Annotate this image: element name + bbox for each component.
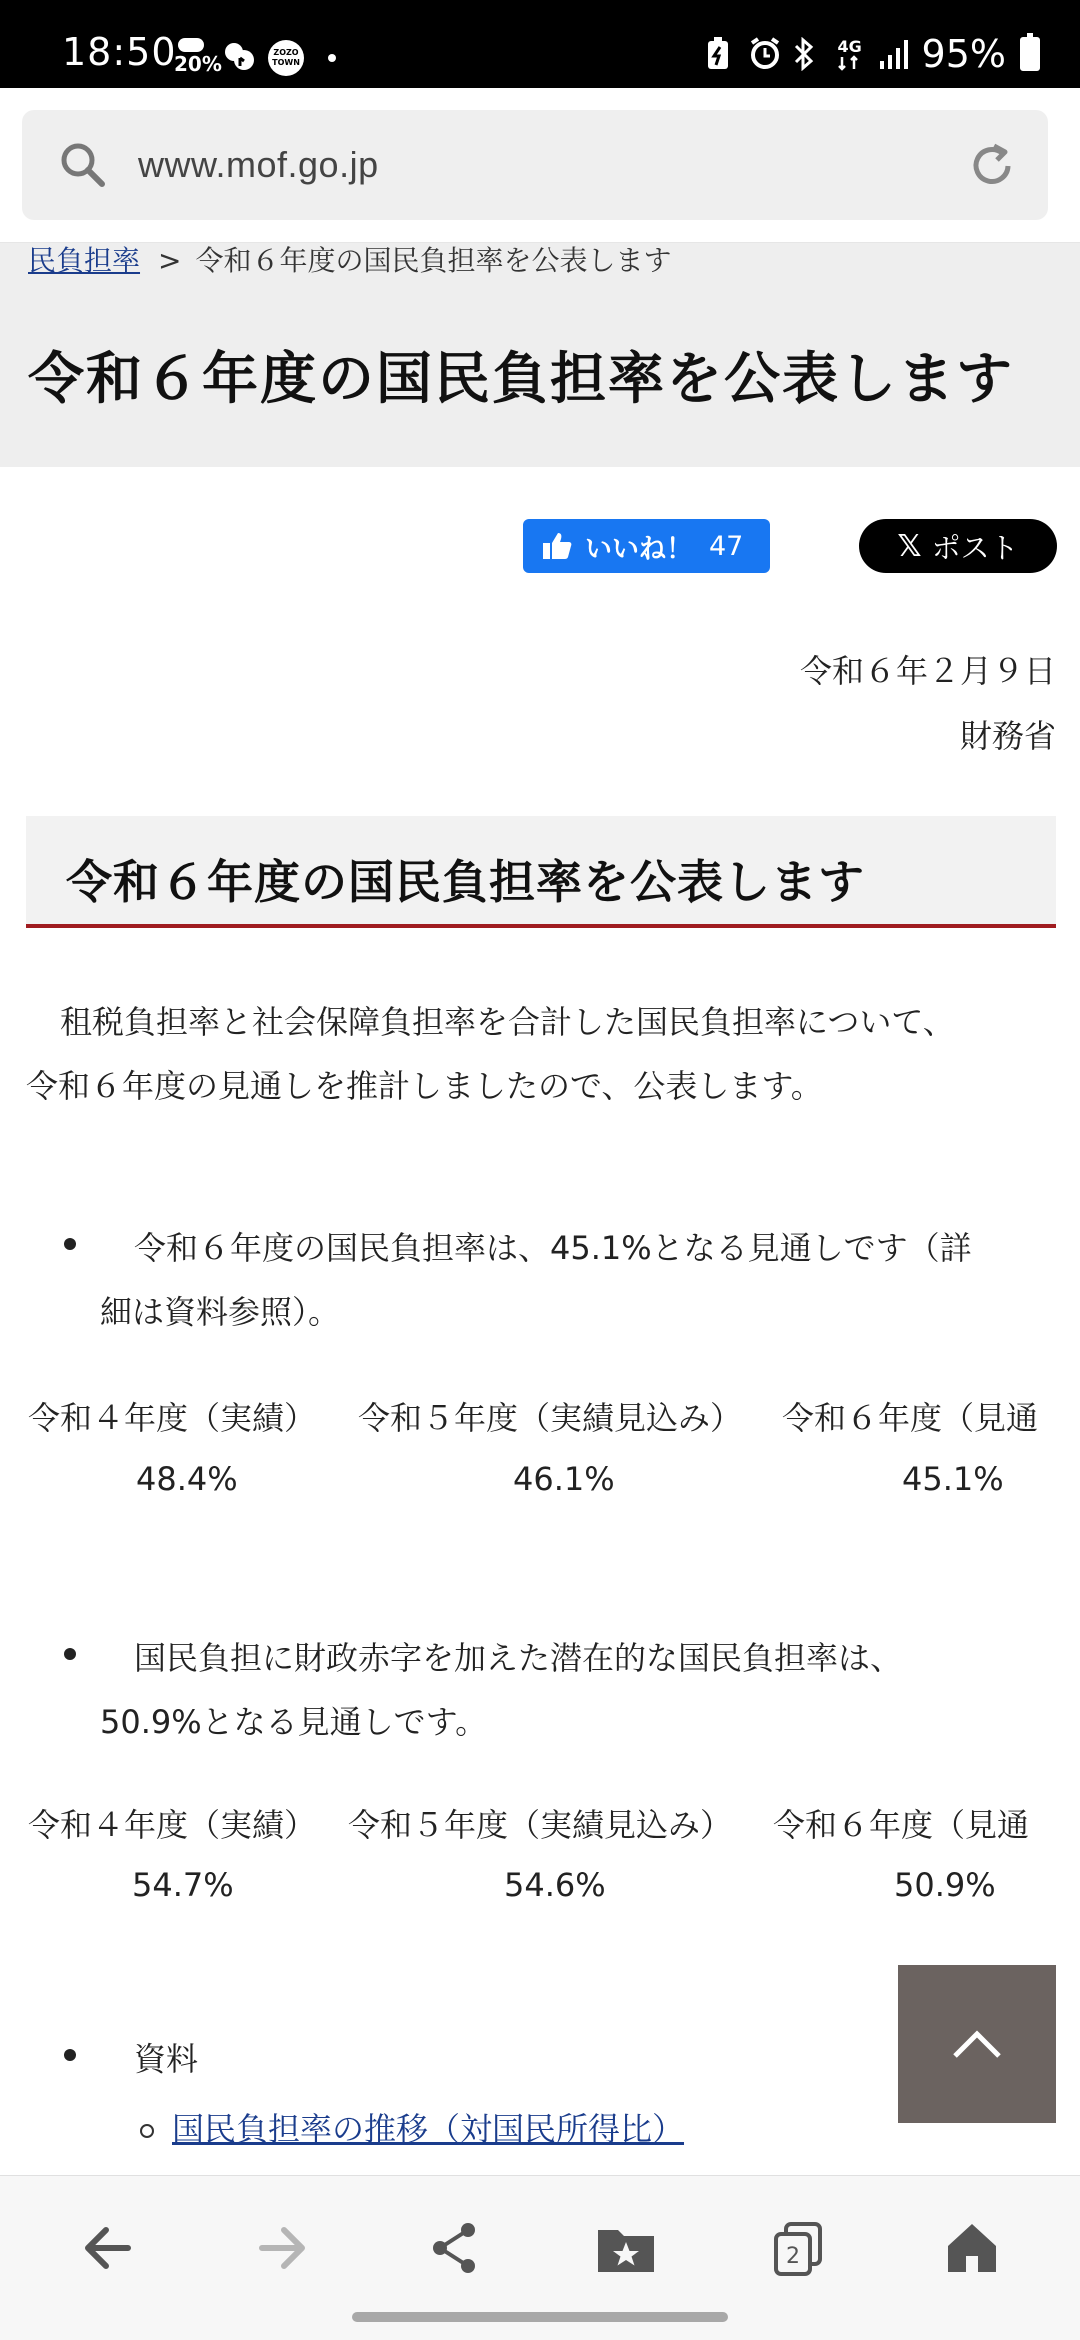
- materials-label: 資料: [134, 2040, 199, 2078]
- label-fy5: 令和５年度（実績見込み）: [358, 1399, 743, 1437]
- gesture-bar[interactable]: [352, 2312, 728, 2322]
- label-fy5: 令和５年度（実績見込み）: [348, 1806, 733, 1844]
- intro-line-2: 令和６年度の見通しを推計しましたので、公表します。: [26, 1067, 823, 1105]
- status-bar: [0, 0, 1080, 88]
- search-icon: [58, 140, 108, 190]
- back-to-top-button[interactable]: [898, 1965, 1056, 2123]
- bullet2-line-1: 国民負担に財政赤字を加えた潜在的な国民負担率は、: [134, 1639, 903, 1677]
- arrow-left-icon: [78, 2218, 138, 2278]
- address-bar[interactable]: [22, 110, 1048, 220]
- network-icon: 4G: [836, 37, 864, 71]
- bookmarks-button[interactable]: [586, 2208, 666, 2288]
- arrow-right-icon: [252, 2218, 312, 2278]
- signal-icon: [878, 37, 908, 71]
- intro-paragraph: [26, 990, 1056, 1118]
- post-label: ポスト: [931, 530, 1019, 565]
- like-label: いいね！: [585, 533, 693, 565]
- publish-date: 令和６年２月９日: [799, 652, 1056, 690]
- value-fy4: 48.4%: [136, 1460, 238, 1498]
- intro-line-1: 租税負担率と社会保障負担率を合計した国民負担率について、: [60, 1003, 955, 1041]
- page-title: 令和６年度の国民負担率を公表します: [28, 347, 1014, 412]
- weather-icon: [174, 38, 222, 76]
- link-burden-trend[interactable]: 国民負担率の推移（対国民所得比）: [172, 2110, 685, 2148]
- facebook-like-button[interactable]: [523, 519, 770, 573]
- value-fy6: 50.9%: [894, 1866, 996, 1904]
- url-text[interactable]: www.mof.go.jp: [138, 144, 379, 185]
- battery-saver-icon: [704, 37, 734, 71]
- section-heading: [26, 816, 1056, 928]
- bullet1-line-1: 令和６年度の国民負担率は、45.1%となる見通しです（詳: [134, 1229, 972, 1267]
- circle-bullet-icon: [140, 2124, 154, 2138]
- section-heading-text: 令和６年度の国民負担率を公表します: [66, 855, 865, 909]
- weather-alert-icon: [220, 38, 258, 80]
- breadcrumb: [28, 239, 672, 279]
- home-button[interactable]: [932, 2208, 1012, 2288]
- like-count: 47: [709, 530, 744, 562]
- value-fy4: 54.7%: [132, 1866, 234, 1904]
- x-post-button[interactable]: [859, 519, 1057, 573]
- share-icon: [424, 2218, 484, 2278]
- bullet2-line-2: 50.9%となる見通しです。: [100, 1703, 488, 1741]
- label-fy6: 令和６年度（見通: [773, 1806, 1030, 1844]
- bluetooth-icon: [792, 37, 822, 71]
- value-fy5: 54.6%: [504, 1866, 606, 1904]
- value-fy6: 45.1%: [902, 1460, 1004, 1498]
- page-header: [0, 243, 1080, 467]
- status-time: 18:50: [62, 30, 177, 74]
- share-button[interactable]: [414, 2208, 494, 2288]
- battery-percent: 95%: [921, 32, 1006, 76]
- forward-button[interactable]: [242, 2208, 322, 2288]
- tabs-icon: [768, 2218, 828, 2278]
- ministry-name: 財務省: [959, 717, 1056, 755]
- bullet-icon: [64, 1648, 76, 1660]
- battery-icon: [1020, 37, 1040, 71]
- label-fy4: 令和４年度（実績）: [28, 1806, 317, 1844]
- breadcrumb-separator: >: [158, 244, 182, 277]
- breadcrumb-current: 令和６年度の国民負担率を公表します: [195, 244, 672, 277]
- tabs-button[interactable]: [758, 2208, 838, 2288]
- bullet1-line-2: 細は資料参照）。: [100, 1293, 341, 1331]
- alarm-icon: [748, 37, 778, 71]
- chevron-up-icon: [947, 2024, 1007, 2064]
- thumbs-up-icon: [541, 530, 573, 562]
- svg-text:2: 2: [786, 2244, 800, 2269]
- zozotown-icon: ZOZO TOWN: [268, 40, 304, 76]
- weather-percent: 20%: [174, 52, 222, 76]
- home-icon: [942, 2218, 1002, 2278]
- x-logo-icon: 𝕏: [897, 528, 922, 564]
- bookmark-folder-icon: [594, 2218, 658, 2278]
- label-fy4: 令和４年度（実績）: [28, 1399, 317, 1437]
- bullet-icon: [64, 1238, 76, 1250]
- breadcrumb-link[interactable]: 民負担率: [28, 244, 141, 277]
- browser-toolbar: [0, 88, 1080, 243]
- notification-dot-icon: [328, 54, 336, 62]
- value-fy5: 46.1%: [513, 1460, 615, 1498]
- back-button[interactable]: [68, 2208, 148, 2288]
- reload-icon[interactable]: [964, 138, 1020, 194]
- bullet-icon: [64, 2049, 76, 2061]
- label-fy6: 令和６年度（見通: [782, 1399, 1039, 1437]
